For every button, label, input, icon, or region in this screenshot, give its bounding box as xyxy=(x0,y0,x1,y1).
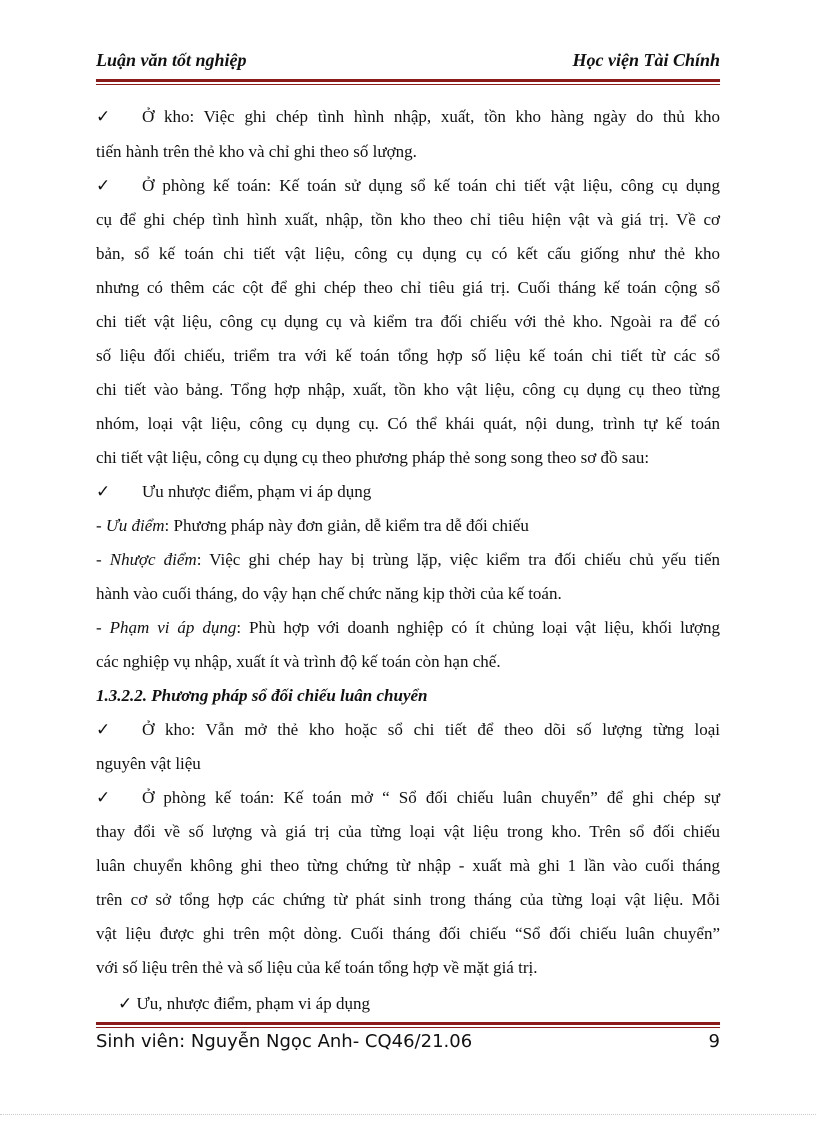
paragraph-line: các nghiệp vụ nhập, xuất ít và trình độ kế toán còn hạn chế. xyxy=(96,652,501,671)
paragraph-line: - Phạm vi áp dụng: Phù hợp với doanh nghiệp có ít chủng loại vật liệu, khối lượng xyxy=(96,618,720,637)
paragraph-line: thay đổi về số lượng và giá trị của từng loại vật liệu trong kho. Trên sổ đối chiếu xyxy=(96,822,720,841)
page-footer xyxy=(96,1031,720,1057)
paragraph-line: chi tiết vật liệu, công cụ dụng cụ và kiểm tra đối chiếu với thẻ kho. Ngoài ra để có xyxy=(96,312,720,331)
text-run: Ở phòng kế toán: Kế toán sử dụng sổ kế toán chi tiết vật liệu, công cụ dụng xyxy=(142,176,720,195)
paragraph-line: bản, sổ kế toán chi tiết vật liệu, công cụ dụng cụ có kết cấu giống như thẻ kho xyxy=(96,244,720,263)
advantage-label: Ưu điểm xyxy=(105,516,165,535)
checkmark-icon: ✓ xyxy=(96,720,111,739)
section-heading: 1.3.2.2. Phương pháp sổ đối chiếu luân chuyển xyxy=(96,686,428,705)
text-run: Ưu, nhược điểm, phạm vi áp dụng xyxy=(136,994,370,1013)
text-run: : Phương pháp này đơn giản, dễ kiểm tra dễ đối chiếu xyxy=(164,516,529,535)
paragraph-line: vật liệu được ghi trên một dòng. Cuối tháng đối chiếu “Sổ đối chiếu luân chuyển” xyxy=(96,924,720,943)
paragraph-line: - Nhược điểm: Việc ghi chép hay bị trùng lặp, việc kiểm tra đối chiếu chủ yếu tiến xyxy=(96,550,720,569)
paragraph-line xyxy=(96,105,720,129)
checkmark-icon: ✓ xyxy=(118,994,133,1013)
header-rule xyxy=(96,79,720,82)
paragraph-line xyxy=(96,480,720,504)
paragraph-line: chi tiết vào bảng. Tổng hợp nhập, xuất, tồn kho vật liệu, công cụ dụng cụ theo từng xyxy=(96,380,720,399)
paragraph-line xyxy=(96,786,720,810)
checkmark-icon: ✓ xyxy=(96,176,111,195)
paragraph-line: - Ưu điểm: Phương pháp này đơn giản, dễ kiểm tra dễ đối chiếu xyxy=(96,516,529,535)
text-run: Ở phòng kế toán: Kế toán mở “ Sổ đối chiếu luân chuyển” để ghi chép sự xyxy=(142,788,720,807)
paragraph-line: số liệu đối chiếu, triểm tra với kế toán tổng hợp số liệu kế toán chi tiết từ các sổ xyxy=(96,346,720,365)
footer-rule-thin xyxy=(96,1027,720,1028)
text-run: Ở kho: Vẫn mở thẻ kho hoặc sổ chi tiết để theo dõi số lượng từng loại xyxy=(142,720,720,739)
header-right-title: Học viện Tài Chính xyxy=(572,50,720,70)
page-number: 9 xyxy=(708,1031,720,1052)
page-header xyxy=(96,50,720,78)
header-left-title: Luận văn tốt nghiệp xyxy=(96,50,247,70)
paragraph-line: với số liệu trên thẻ và số liệu của kế toán tổng hợp về mặt giá trị. xyxy=(96,958,538,977)
text-run: : Việc ghi chép hay bị trùng lặp, việc kiểm tra đối chiếu chủ yếu tiến xyxy=(196,550,720,569)
paragraph-line: nhưng có thêm các cột để ghi chép theo chỉ tiêu giá trị. Cuối tháng kế toán cộng sổ xyxy=(96,278,720,297)
header-rule-thin xyxy=(96,84,720,85)
paragraph-line: hành vào cuối tháng, do vậy hạn chế chức năng kịp thời của kế toán. xyxy=(96,584,562,603)
checkmark-icon: ✓ xyxy=(96,107,111,126)
paragraph-line xyxy=(96,174,720,198)
checkmark-icon: ✓ xyxy=(96,482,111,501)
text-run: : Phù hợp với doanh nghiệp có ít chủng loại vật liệu, khối lượng xyxy=(236,618,720,637)
text-run: Ở kho: Việc ghi chép tình hình nhập, xuất, tồn kho hàng ngày do thủ kho xyxy=(142,107,720,126)
paragraph-line xyxy=(96,718,720,742)
paragraph-line: tiến hành trên thẻ kho và chỉ ghi theo số lượng. xyxy=(96,142,417,161)
paragraph-line: cụ để ghi chép tình hình xuất, nhập, tồn kho theo chỉ tiêu hiện vật và giá trị. Về cơ xyxy=(96,210,720,229)
paragraph-line: chi tiết vật liệu, công cụ dụng cụ theo phương pháp thẻ song song theo sơ đồ sau: xyxy=(96,448,650,467)
scope-label: Phạm vi áp dụng xyxy=(109,618,237,637)
disadvantage-label: Nhược điểm xyxy=(109,550,197,569)
page-edge-divider xyxy=(0,1114,816,1115)
footer-rule xyxy=(96,1022,720,1025)
paragraph-line xyxy=(118,992,718,1016)
paragraph-line: nguyên vật liệu xyxy=(96,754,201,773)
paragraph-line: luân chuyển không ghi theo từng chứng từ nhập - xuất mà ghi 1 lần vào cuối tháng xyxy=(96,856,720,875)
footer-student-info: Sinh viên: Nguyễn Ngọc Anh- CQ46/21.06 xyxy=(96,1031,473,1052)
paragraph-line: nhóm, loại vật liệu, công cụ dụng cụ. Có thể khái quát, nội dung, trình tự kế toán xyxy=(96,414,720,433)
checkmark-icon: ✓ xyxy=(96,788,111,807)
text-run: Ưu nhược điểm, phạm vi áp dụng xyxy=(142,482,372,501)
paragraph-line: trên cơ sở tổng hợp các chứng từ phát sinh trong tháng của từng loại vật liệu. Mỗi xyxy=(96,890,720,909)
